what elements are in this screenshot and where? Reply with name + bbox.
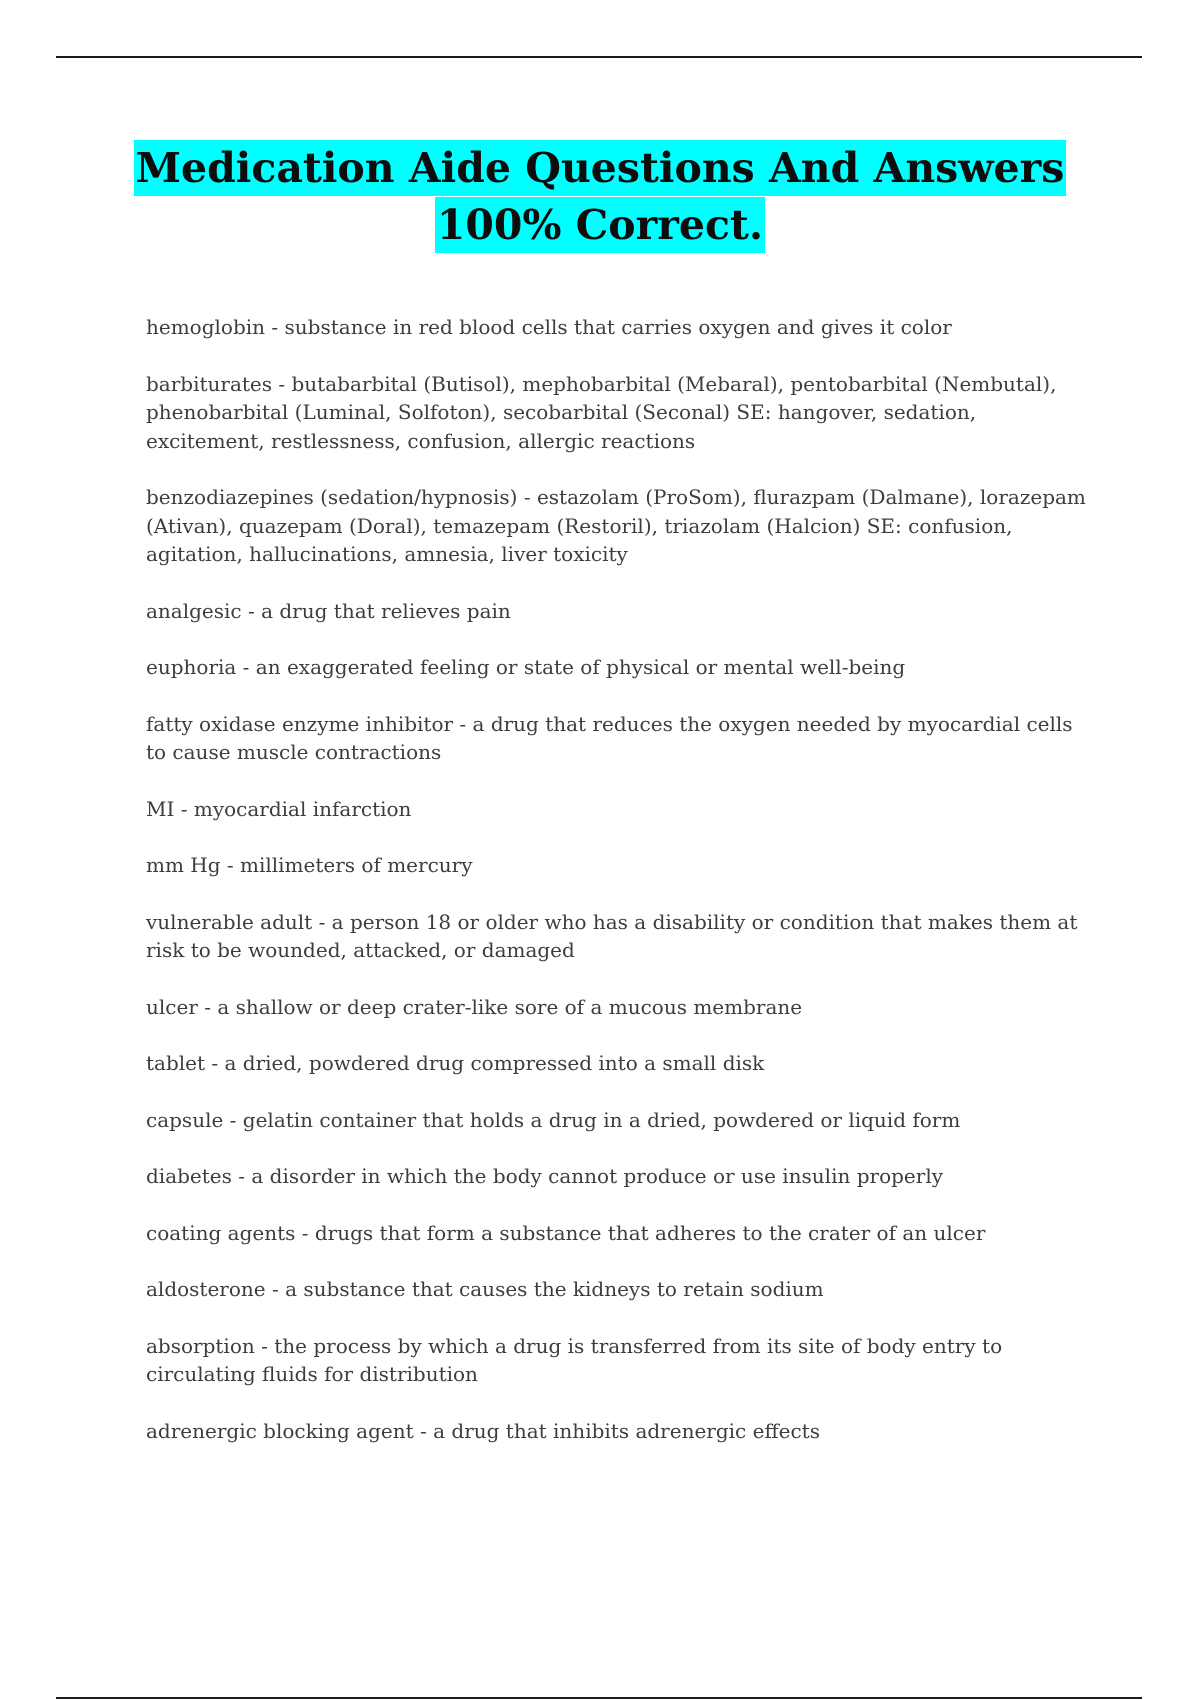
qa-entry: adrenergic blocking agent - a drug that inhibits adrenergic effects [146, 1418, 820, 1443]
qa-entry: euphoria - an exaggerated feeling or state of physical or mental well-being [146, 655, 906, 679]
qa-entry: fatty oxidase enzyme inhibitor - a drug that reduces the oxygen needed by myocardial cells to cause muscle contractions [146, 711, 1073, 764]
document-title [0, 140, 1200, 254]
qa-list [146, 313, 1096, 1473]
qa-entry: vulnerable adult - a person 18 or older who has a disability or condition that makes them at risk to be wounded, attacked, or damaged [146, 909, 1078, 962]
qa-entry: tablet - a dried, powdered drug compressed into a small disk [146, 1051, 765, 1075]
qa-entry: barbiturates - butabarbital (Butisol), mephobarbital (Mebaral), pentobarbital (Nembutal), phenobarbital (Luminal, Solfoton), secobarbital (Seconal) SE: hangover, sedation, excitement, restlessness, confusion, allergic reactions [146, 371, 1057, 453]
qa-entry: absorption - the process by which a drug is transferred from its site of body entry to circulating fluids for distribution [146, 1333, 1003, 1386]
qa-entry: benzodiazepines (sedation/hypnosis) - estazolam (ProSom), flurazpam (Dalmane), lorazepam (Ativan), quazepam (Doral), temazepam (Restoril), triazolam (Halcion) SE: confusion, agitation, hallucinations, amnesia, liver toxicity [146, 485, 1086, 566]
qa-entry: hemoglobin - substance in red blood cells that carries oxygen and gives it color [146, 315, 952, 339]
qa-entry: mm Hg - millimeters of mercury [146, 853, 473, 877]
title-line-1: Medication Aide Questions And Answers [134, 140, 1067, 196]
bottom-rule [56, 1697, 1142, 1699]
qa-entry: capsule - gelatin container that holds a drug in a dried, powdered or liquid form [146, 1107, 961, 1132]
qa-entry: ulcer - a shallow or deep crater-like sore of a mucous membrane [146, 994, 803, 1019]
qa-entry: coating agents - drugs that form a substance that adheres to the crater of an ulcer [146, 1220, 986, 1245]
title-line-2: 100% Correct. [435, 197, 765, 253]
qa-entry: aldosterone - a substance that causes the kidneys to retain sodium [146, 1277, 824, 1301]
qa-entry: MI - myocardial infarction [146, 796, 412, 821]
qa-entry: diabetes - a disorder in which the body cannot produce or use insulin properly [146, 1164, 944, 1188]
qa-entry: analgesic - a drug that relieves pain [146, 598, 511, 623]
top-rule [56, 56, 1142, 58]
